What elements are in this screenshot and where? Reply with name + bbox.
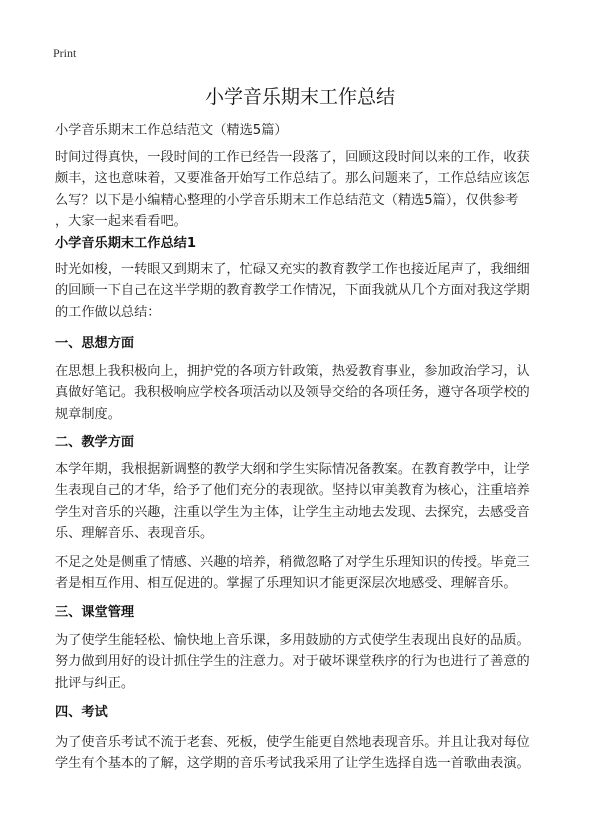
text-line: 一、思想方面 xyxy=(55,336,135,351)
text-line: 生表现自己的才华，给予了他们充分的表现欲。坚持以审美教育为核心，注重培养 xyxy=(55,483,530,499)
text-line: 四、考试 xyxy=(55,705,108,720)
section-heading xyxy=(55,333,555,354)
section-heading xyxy=(55,602,555,623)
text-line: 批评与纠正。 xyxy=(55,675,135,691)
paragraph xyxy=(55,459,555,544)
text-line: 规章制度。 xyxy=(55,406,121,422)
text-line: 者是相互作用、相互促进的。掌握了乐理知识才能更深层次地感受、理解音乐。 xyxy=(55,576,517,592)
text-line: 的回顾一下自己在这半学期的教育教学工作情况，下面我就从几个方面对我这学期 xyxy=(55,283,530,299)
text-line: 学生有个基本的了解，这学期的音乐考试我采用了让学生选择自选一首歌曲表演。 xyxy=(55,756,530,772)
text-line: 小学音乐期末工作总结1 xyxy=(55,236,197,251)
text-line: 努力做到用好的设计抓住学生的注意力。对于破坏课堂秩序的行为也进行了善意的 xyxy=(55,654,530,670)
page-title: 小学音乐期末工作总结 xyxy=(204,86,395,108)
text-line: 在思想上我积极向上，拥护党的各项方针政策，热爱教育事业，参加政治学习，认 xyxy=(55,364,530,379)
paragraph xyxy=(55,552,555,595)
text-line: 时光如梭，一转眼又到期末了，忙碌又充实的教育教学工作也接近尾声了，我细细 xyxy=(55,262,530,277)
paragraph xyxy=(55,630,555,694)
text-line: 真做好笔记。我积极响应学校各项活动以及领导交给的各项任务，遵守各项学校的 xyxy=(55,385,530,401)
text-line: 么写？以下是小编精心整理的小学音乐期末工作总结范文（精选5篇），仅供参考 xyxy=(55,192,519,208)
text-line: 二、教学方面 xyxy=(55,435,135,450)
paragraph xyxy=(55,147,555,232)
paragraph xyxy=(55,120,555,141)
text-line: 小学音乐期末工作总结范文（精选5篇） xyxy=(55,123,288,138)
paragraph xyxy=(55,361,555,425)
section-heading xyxy=(55,233,555,254)
text-line: 学生对音乐的兴趣，注重以学生为主体，让学生主动地去发现、去探究，去感受音 xyxy=(55,504,530,520)
text-line: 不足之处是侧重了情感、兴趣的培养，稍微忽略了对学生乐理知识的传授。毕竟三 xyxy=(55,555,530,570)
print-link[interactable]: Print xyxy=(53,46,77,60)
paragraph xyxy=(55,259,555,323)
text-line: 为了使学生能轻松、愉快地上音乐课，多用鼓励的方式使学生表现出良好的品质。 xyxy=(55,633,530,648)
paragraph xyxy=(55,732,555,775)
section-heading xyxy=(55,432,555,453)
text-line: 为了使音乐考试不流于老套、死板，使学生能更自然地表现音乐。并且让我对每位 xyxy=(55,735,530,750)
text-line: 的工作做以总结： xyxy=(55,304,161,320)
text-line: 三、课堂管理 xyxy=(55,605,135,620)
text-line: 本学年期，我根据新调整的教学大纲和学生实际情况备教案。在教育教学中，让学 xyxy=(55,462,530,477)
text-line: 乐、理解音乐、表现音乐。 xyxy=(55,525,214,541)
text-line: 时间过得真快，一段时间的工作已经告一段落了，回顾这段时间以来的工作，收获 xyxy=(55,150,530,165)
text-line: ，大家一起来看看吧。 xyxy=(55,213,187,229)
section-heading xyxy=(55,702,555,723)
text-line: 颇丰，这也意味着，又要准备开始写工作总结了。那么问题来了，工作总结应该怎 xyxy=(55,171,530,187)
